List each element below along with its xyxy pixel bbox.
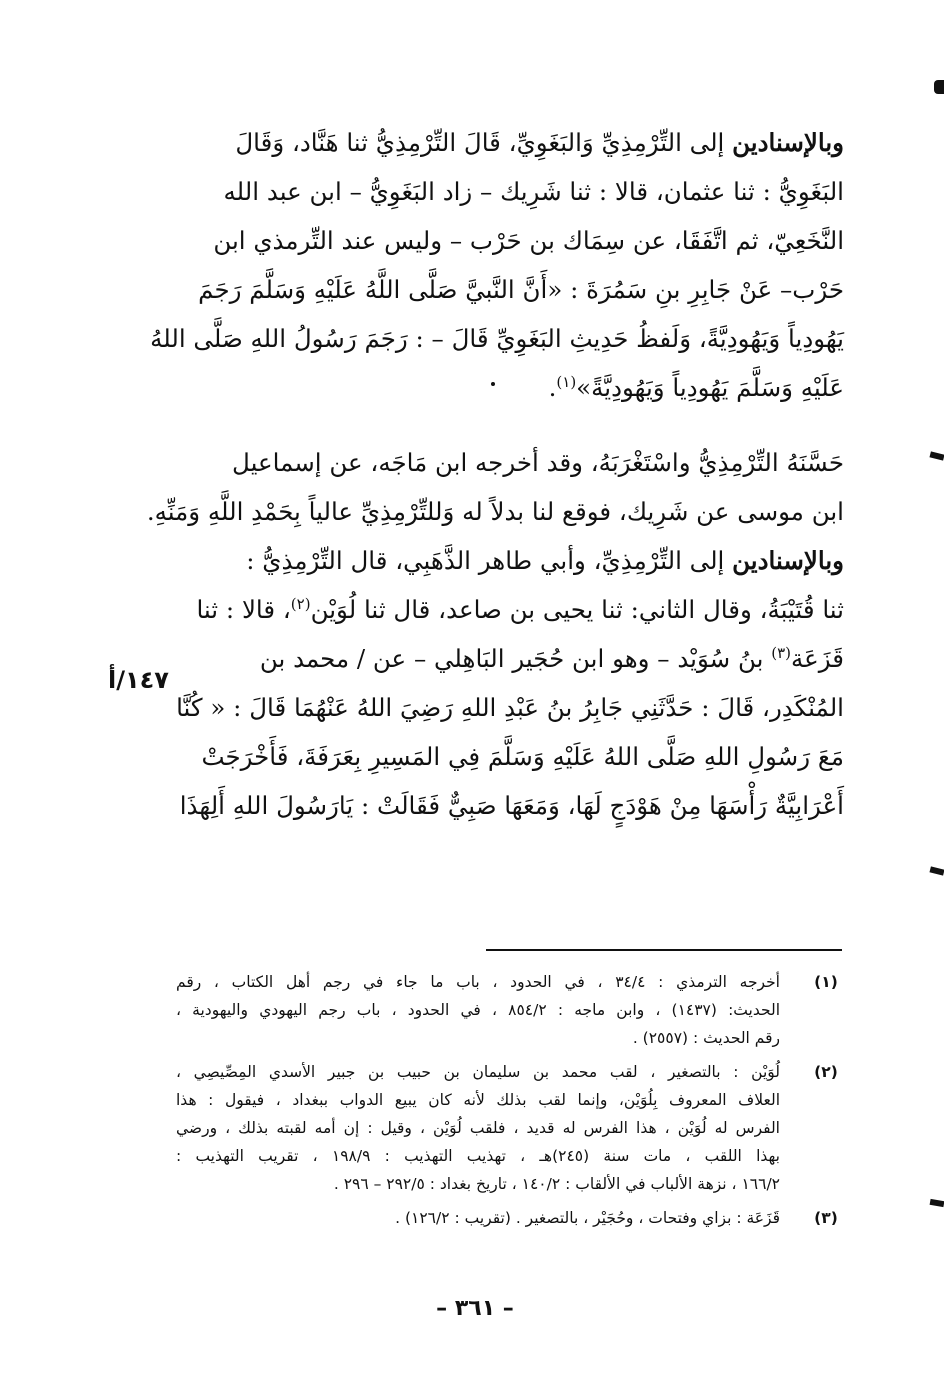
footnote-3	[176, 1204, 844, 1232]
scan-edge-mark	[929, 451, 944, 460]
text-line: مَعَ رَسُولِ اللهِ صَلَّى اللهُ عَلَيْهِ وَسَلَّمَ فِي المَسِيرِ بِعَرَفَةَ، فَأَخْرَجَتْ	[201, 742, 844, 771]
text-line: ثنا قُتَيْبَةُ، وقال الثاني: ثنا يحيى بن صاعد، قال ثنا لُوَيْن$^{(٢)}$، قالا : ثنا	[196, 594, 844, 624]
footnote-line: رقم الحديث : (٢٥٥٧) .	[632, 1029, 780, 1047]
text-line: قَزَعَة$^{(٣)}$ بنُ سُوَيْد – وهو ابن حُجَير البَاهِلي – عن / محمد بن	[259, 643, 844, 673]
footnote-line: لُوَيْن : بالتصغير ، لقب محمد بن سليمان بن حبيب بن جبير الأسدي المِصِّيصِي ،	[176, 1063, 780, 1081]
footnote-line: أخرجه الترمذي : ٣٤/٤ ، في الحدود ، باب ما جاء في رجم أهل الكتاب ، رقم	[176, 973, 780, 991]
main-text	[146, 118, 844, 830]
paragraph-commentary	[146, 438, 844, 536]
isnad-lead: وبالإسنادين	[732, 128, 844, 157]
text-line: النَّخَعِيّ، ثم اتَّفَقَا، عن سِمَاك بن حَرْب – وليس عند التِّرمذي ابن	[213, 226, 844, 255]
text-line: أَعْرَابِيَّةٌ رَأْسَهَا مِنْ هَوْدَجٍ لَهَا، وَمَعَهَا صَبِيٌّ فَقَالَتْ : يَارَسُولَ اللهِ أَلِهَذَا	[179, 791, 844, 820]
page-number: – ٣٦١ –	[436, 1296, 514, 1321]
footnote-line: ١٦٦/٢ ، نزهة الألباب في الألقاب : ١٤٠/٢ ، تاريخ بغداد : ٢٩٢/٥ – ٢٩٦ .	[333, 1175, 780, 1193]
footnote-line: بهذا اللقب ، مات سنة (٢٤٥)هـ ، تهذيب التهذيب : ١٩٨/٩ ، تقريب التهذيب :	[176, 1147, 780, 1165]
footnote-body	[176, 968, 780, 1052]
text-line: عَلَيْهِ وَسَلَّمَ يَهُودِياً وَيَهُودِيَّةً»$^{(١)}$.	[548, 372, 844, 402]
text-line: وبالإسنادين إلى التِّرْمِذِيِّ وَالبَغَوِيِّ، قَالَ التِّرْمِذِيُّ ثنا هَنَّاد، وَقَالَ	[235, 128, 844, 157]
paragraph-hadith-1	[150, 118, 844, 412]
text-line: ابن موسى عن شَرِيك، فوقع لنا بدلاً له وَللتِّرْمِذِيِّ عالياً بِحَمْدِ اللَّهِ وَمَنِّهِ.	[146, 497, 844, 526]
footnote-number: (٣)	[814, 1209, 838, 1227]
footnote-number: (٢)	[814, 1063, 838, 1081]
footnote-1	[176, 968, 844, 1052]
text-line: وبالإسنادين إلى التِّرْمِذِيِّ، وأبي طاهر الذَّهَبِي، قال التِّرْمِذِيُّ :	[246, 546, 844, 575]
footnote-2	[176, 1058, 844, 1198]
scan-edge-mark	[934, 80, 944, 94]
text-line: يَهُودِياً وَيَهُودِيَّةً، وَلَفظُ حَدِيثِ البَغَوِيِّ قَالَ – : رَجَمَ رَسُولُ اللهِ صَلَّى اللهُ	[150, 324, 844, 353]
footnote-separator	[486, 949, 842, 951]
footnote-line: الحديث: (١٤٣٧) ، وابن ماجه : ٨٥٤/٢ ، في الحدود ، باب رجم اليهودي واليهودية ،	[176, 1001, 781, 1019]
footnote-body	[176, 1204, 780, 1232]
text-line: حَرْب– عَنْ جَابِرِ بنِ سَمُرَةَ : «أَنَّ النَّبيَّ صَلَّى اللَّهُ عَلَيْهِ وَسَلَّمَ رَجَمَ	[198, 275, 844, 304]
text-line: البَغَوِيُّ : ثنا عثمان، قالا : ثنا شَرِيك – زاد البَغَوِيُّ – ابن عبد الله	[223, 177, 844, 206]
footnote-ref-1: (١)	[556, 372, 577, 391]
footnote-line: الفرس له لُوَيْن ، هذا الفرس له قديد ، فلقب لُوَيْن ، وقيل : إن أمه لقبته بذلك ، ورضي	[176, 1119, 780, 1137]
footnote-line: العلاف المعروف بِلُوَيْن، وإنما لقب بذلك لأنه كان يبيع الدواب ببغداد ، فيقول : هذا	[176, 1091, 780, 1109]
footnote-body	[176, 1058, 780, 1198]
footnotes	[176, 968, 844, 1238]
scan-edge-mark	[929, 866, 944, 875]
footnote-line: قَزَعَة : بزاي وفتحات ، وحُجَيْر ، بالتصغير . (تقريب : ١٢٦/٢) .	[395, 1209, 780, 1227]
text-line: حَسَّنَهُ التِّرْمِذِيُّ واسْتَغْرَبَهُ، وقد أخرجه ابن مَاجَه، عن إسماعيل	[232, 448, 844, 477]
text-line: المُنْكَدِر، قَالَ : حَدَّثَنِي جَابِرُ بنُ عَبْدِ اللهِ رَضِيَ اللهُ عَنْهُمَا قَالَ : « كُنَّا	[176, 693, 844, 722]
footnote-ref-2: (٢)	[290, 594, 311, 613]
scan-edge-mark	[930, 1199, 944, 1207]
footnote-number: (١)	[814, 973, 838, 991]
footnote-ref-3: (٣)	[771, 643, 792, 662]
paragraph-hadith-2	[178, 536, 844, 830]
manuscript-folio-note: ١٤٧/أ	[108, 666, 169, 694]
isnad-lead: وبالإسنادين	[732, 546, 844, 575]
